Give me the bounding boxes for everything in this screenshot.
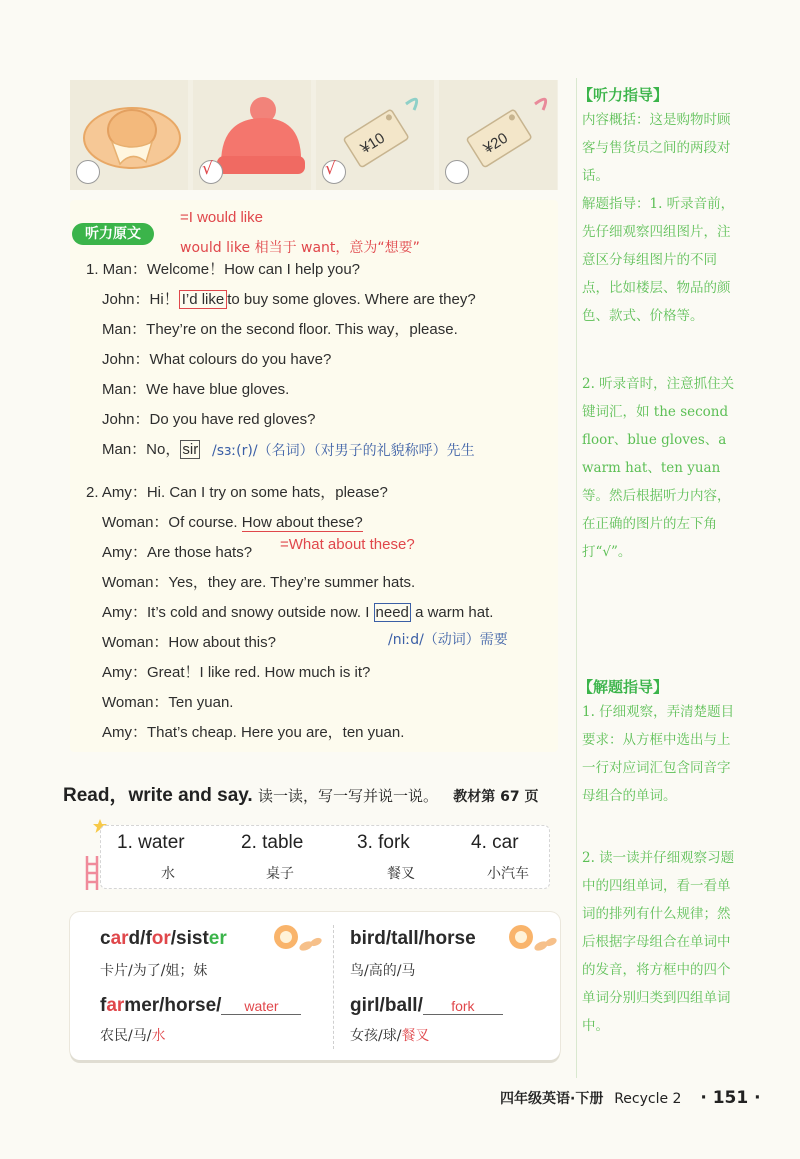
answer-blank-3[interactable]: water	[221, 998, 301, 1015]
annotation-what-about: =What about these?	[280, 536, 415, 553]
dialogue1-line4: John：What colours do you have?	[102, 351, 332, 368]
picture-price-tag-20	[439, 80, 557, 190]
word-box	[100, 825, 550, 889]
transcript-tag: 听力原文	[72, 223, 154, 245]
group2-words: bird/tall/horse	[350, 928, 476, 949]
dialogue1-line6: John：Do you have red gloves?	[102, 411, 316, 428]
section-title: Read，write and say.	[63, 785, 253, 806]
page-footer	[500, 1088, 761, 1108]
answer-blank-4[interactable]: fork	[423, 998, 503, 1015]
flower-decoration-icon	[505, 922, 559, 956]
picture-sun-hat	[70, 80, 188, 190]
annotation-need: /niːd/（动词）需要	[388, 632, 508, 648]
group2-meaning: 鸟/高的/马	[350, 963, 416, 979]
ladder-icon	[84, 856, 100, 890]
section-title-cn: 读一读，写一写并说一说。	[258, 787, 439, 805]
annotation-would-like: =I would like	[180, 209, 263, 226]
sidebar-summary: 内容概括：这是购物时顾客与售货员之间的两段对话。	[582, 112, 731, 184]
dialogue2-line8: Woman：Ten yuan.	[102, 694, 234, 711]
sidebar-heading-listening: 【听力指导】	[578, 86, 669, 104]
underlined-phrase: How about these?	[241, 514, 363, 531]
dialogue1-line2: John：Hi！ I’d like to buy some gloves. Where are they?	[102, 291, 476, 308]
boxed-word: need	[375, 604, 409, 621]
annotation-sir: /sɜː(r)/（名词）（对男子的礼貌称呼）先生	[212, 443, 475, 459]
annotation-would-like-meaning: would like 相当于 want，意为“想要”	[180, 240, 420, 256]
dialogue2-line3: Amy：Are those hats?	[102, 544, 253, 561]
section-heading	[63, 780, 539, 807]
unit-name: Recycle 2	[614, 1091, 682, 1107]
word-2: 2. table	[241, 832, 304, 853]
sidebar-tip-4: 2. 读一读并仔细观察习题中的四组单词，看一看单词的排列有什么规律；然后根据字母组合在单词中的发音，将方框中的四个单词分别归类到四组单词中。	[582, 850, 735, 1034]
dialogue2-line7: Amy：Great！I like red. How much is it?	[102, 664, 371, 681]
dialogue1-line3: Man：They’re on the second floor. This way，please.	[102, 321, 458, 338]
tick-mark: √	[202, 159, 213, 179]
word-3: 3. fork	[357, 832, 410, 853]
dialogue2-line4: Woman：Yes，they are. They’re summer hats.	[102, 574, 416, 591]
answer-circle-1[interactable]	[76, 160, 100, 184]
panel-divider	[333, 925, 335, 1049]
dialogue1-line5: Man：We have blue gloves.	[102, 381, 290, 398]
group4-meaning: 女孩/球/餐叉	[350, 1028, 430, 1044]
picture-price-tag-10	[316, 80, 434, 190]
sidebar-tip-1: 解题指导：1. 听录音前，先仔细观察四组图片，注意区分每组图片的不同点，比如楼层、物品的颜色、款式、价格等。	[582, 196, 735, 324]
word-1-cn: 水	[161, 866, 175, 882]
page-number: · 151 ·	[700, 1088, 761, 1108]
group4-words: girl/ball/ fork	[350, 995, 503, 1017]
sidebar-divider	[576, 78, 578, 1078]
price-text: ¥20	[480, 129, 511, 158]
dialogue1-line1: 1. Man：Welcome！How can I help you?	[86, 261, 361, 278]
price-text: ¥10	[357, 129, 388, 158]
sidebar-tip-3: 1. 仔细观察，弄清楚题目要求：从方框中选出与上一行对应词汇包含同音字母组合的单词。	[582, 704, 735, 804]
tick-mark: √	[325, 159, 336, 179]
boxed-word: sir	[182, 441, 199, 458]
flower-decoration-icon	[270, 922, 324, 956]
boxed-phrase: I’d like	[179, 290, 228, 309]
dialogue2-line2: Woman：Of course. How about these?	[102, 514, 363, 531]
answer-circle-2[interactable]	[199, 160, 223, 184]
word-4-cn: 小汽车	[487, 866, 529, 882]
word-4: 4. car	[471, 832, 519, 853]
dialogue2-line9: Amy：That’s cheap. Here you are，ten yuan.	[102, 724, 405, 741]
textbook-reference: 教材第 67 页	[453, 789, 539, 805]
sidebar-heading-solution: 【解题指导】	[578, 678, 669, 696]
group3-meaning: 农民/马/水	[100, 1028, 166, 1044]
answer-circle-4[interactable]	[445, 160, 469, 184]
picture-wool-hat	[193, 80, 311, 190]
group3-words: farmer/horse/ water	[100, 995, 301, 1017]
group1-words: card/for/sister	[100, 928, 227, 949]
dialogue2-line1: 2. Amy：Hi. Can I try on some hats，please?	[86, 484, 388, 501]
picture-strip	[70, 80, 558, 190]
dialogue1-line7: Man：No， sir	[102, 441, 199, 458]
dialogue2-line5: Amy：It’s cold and snowy outside now. I need a warm hat.	[102, 604, 494, 621]
sidebar-tip-2: 2. 听录音时，注意抓住关键词汇，如 the second floor、blue gloves、a warm hat、ten yuan 等。然后根据听力内容，在正确的图片的左下角打“√”。	[582, 376, 735, 560]
word-3-cn: 餐叉	[387, 866, 415, 882]
book-title: 四年级英语·下册	[500, 1091, 604, 1107]
group1-meaning: 卡片/为了/姐；妹	[100, 963, 208, 979]
dialogue2-line6: Woman：How about this?	[102, 634, 276, 651]
word-1: 1. water	[117, 832, 185, 853]
word-2-cn: 桌子	[266, 866, 294, 882]
answer-circle-3[interactable]	[322, 160, 346, 184]
